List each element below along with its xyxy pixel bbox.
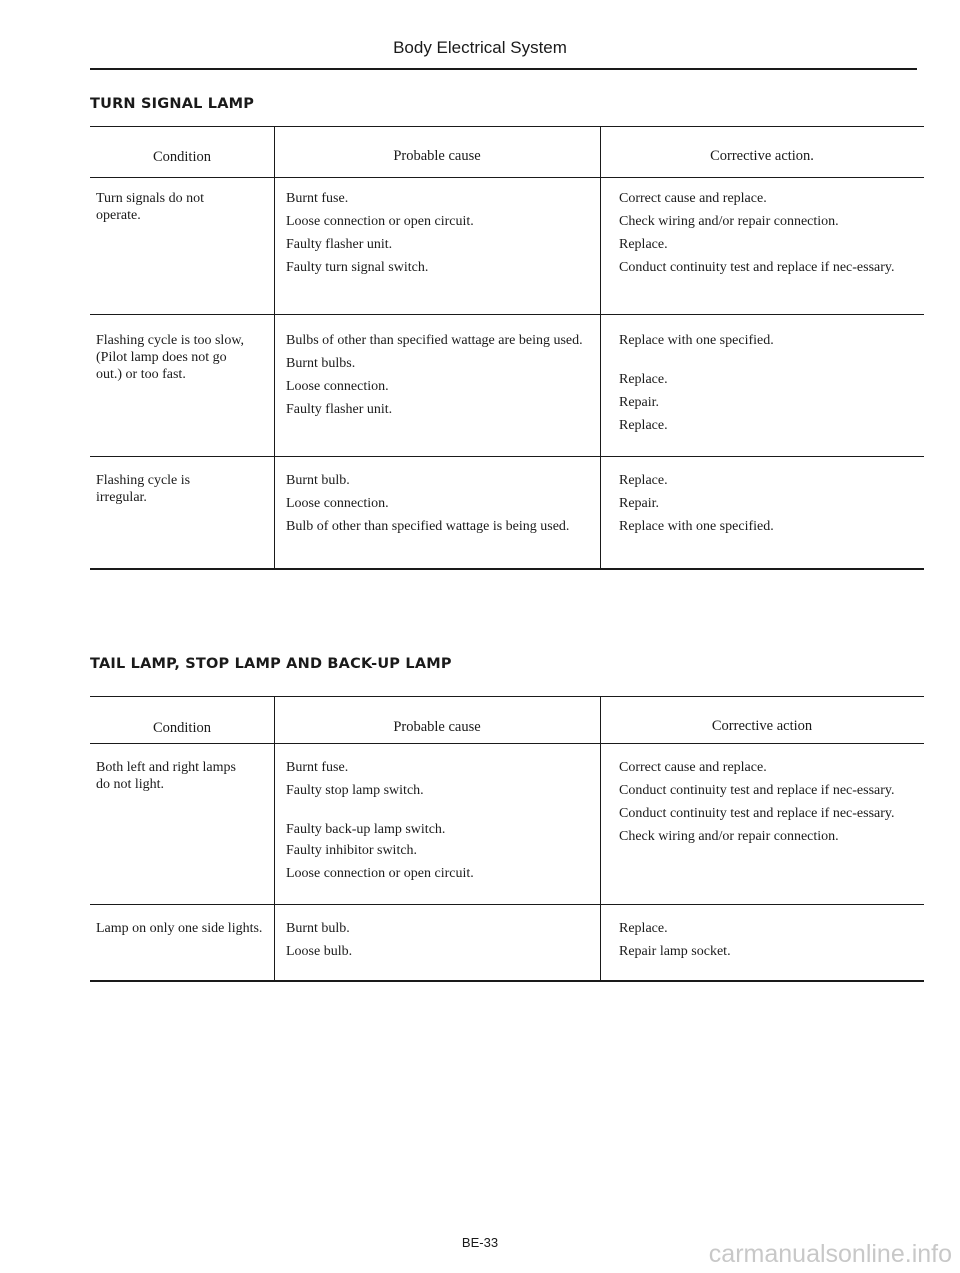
page-header-title: Body Electrical System (393, 38, 567, 57)
column-divider (600, 126, 601, 570)
action-item: Check wiring and/or repair connection. (619, 829, 839, 844)
header-rule (90, 177, 924, 178)
action-item: Repair. (619, 395, 660, 410)
action-item: Repair. (619, 496, 660, 511)
action-item: Conduct continuity test and replace if nec-essary. (619, 783, 895, 798)
cause-item: Faulty inhibitor switch. (286, 843, 418, 858)
cause-item: Burnt bulb. (286, 921, 350, 936)
row-divider (90, 904, 924, 905)
action-item: Replace. (619, 372, 668, 387)
column-header-corrective-action: Corrective action (711, 718, 813, 734)
action-item: Conduct continuity test and replace if nec-essary. (619, 260, 895, 275)
table-row-actions (619, 920, 921, 966)
row-divider (90, 314, 924, 315)
cause-item: Burnt bulb. (286, 473, 350, 488)
row-divider (90, 456, 924, 457)
table-top-rule (90, 126, 924, 127)
cause-item: Loose connection or open circuit. (286, 866, 474, 881)
column-divider (600, 696, 601, 982)
action-item: Correct cause and replace. (619, 760, 767, 775)
cause-item: Bulbs of other than specified wattage are being used. (286, 333, 583, 348)
action-item: Replace. (619, 921, 668, 936)
action-item: Conduct continuity test and replace if nec-essary. (619, 806, 895, 821)
cause-item: Bulb of other than specified wattage is being used. (286, 519, 570, 534)
action-item: Replace with one specified. (619, 333, 774, 348)
cause-item: Faulty back-up lamp switch. (286, 822, 446, 837)
table-bottom-rule (90, 568, 924, 570)
action-item: Correct cause and replace. (619, 191, 767, 206)
section-title-turn-signal: TURN SIGNAL LAMP (90, 96, 255, 112)
header-rule (90, 68, 917, 70)
column-header-condition: Condition (152, 149, 211, 165)
table-top-rule (90, 696, 924, 697)
column-header-corrective-action: Corrective action. (710, 148, 814, 164)
table-row-actions (619, 759, 921, 851)
table-row-causes (286, 332, 586, 424)
watermark-link[interactable]: carmanualsonline.info (708, 1240, 952, 1268)
cause-item: Faulty flasher unit. (286, 237, 393, 252)
column-header-probable-cause: Probable cause (393, 719, 481, 735)
turn-signal-table (90, 126, 924, 570)
table-row-condition: Both left and right lamps do not light. (96, 760, 236, 792)
cause-item: Faulty turn signal switch. (286, 260, 429, 275)
table-row-condition: Lamp on only one side lights. (96, 921, 263, 936)
table-row-condition: Flashing cycle is too slow, (Pilot lamp does not go out.) or too fast. (96, 333, 245, 382)
cause-item: Loose bulb. (286, 944, 353, 959)
table-row-actions (619, 472, 921, 541)
cause-item: Burnt fuse. (286, 760, 349, 775)
header-rule (90, 743, 924, 744)
tail-lamp-table (90, 696, 924, 982)
table-bottom-rule (90, 980, 924, 982)
action-item: Check wiring and/or repair connection. (619, 214, 839, 229)
table-row-causes (286, 472, 586, 541)
column-divider (274, 696, 275, 982)
column-header-condition: Condition (152, 720, 211, 736)
column-divider (274, 126, 275, 570)
section-title-tail-lamp: TAIL LAMP, STOP LAMP AND BACK-UP LAMP (90, 656, 452, 672)
cause-item: Loose connection or open circuit. (286, 214, 474, 229)
cause-item: Loose connection. (286, 379, 389, 394)
cause-item: Burnt fuse. (286, 191, 349, 206)
page-number: BE-33 (461, 1235, 499, 1250)
table-row-actions (619, 332, 921, 440)
table-row-causes (286, 920, 586, 966)
action-item: Repair lamp socket. (619, 944, 731, 959)
table-row-condition: Turn signals do not operate. (96, 191, 205, 223)
action-item: Replace with one specified. (619, 519, 774, 534)
cause-item: Faulty flasher unit. (286, 402, 393, 417)
cause-item: Faulty stop lamp switch. (286, 783, 424, 798)
table-row-causes (286, 190, 586, 282)
action-item: Replace. (619, 473, 668, 488)
table-row-causes (286, 759, 586, 888)
column-header-probable-cause: Probable cause (393, 148, 481, 164)
action-item: Replace. (619, 237, 668, 252)
cause-item: Loose connection. (286, 496, 389, 511)
action-item: Replace. (619, 418, 668, 433)
table-row-condition: Flashing cycle is irregular. (96, 473, 191, 505)
cause-item: Burnt bulbs. (286, 356, 356, 371)
table-row-actions (619, 190, 921, 282)
